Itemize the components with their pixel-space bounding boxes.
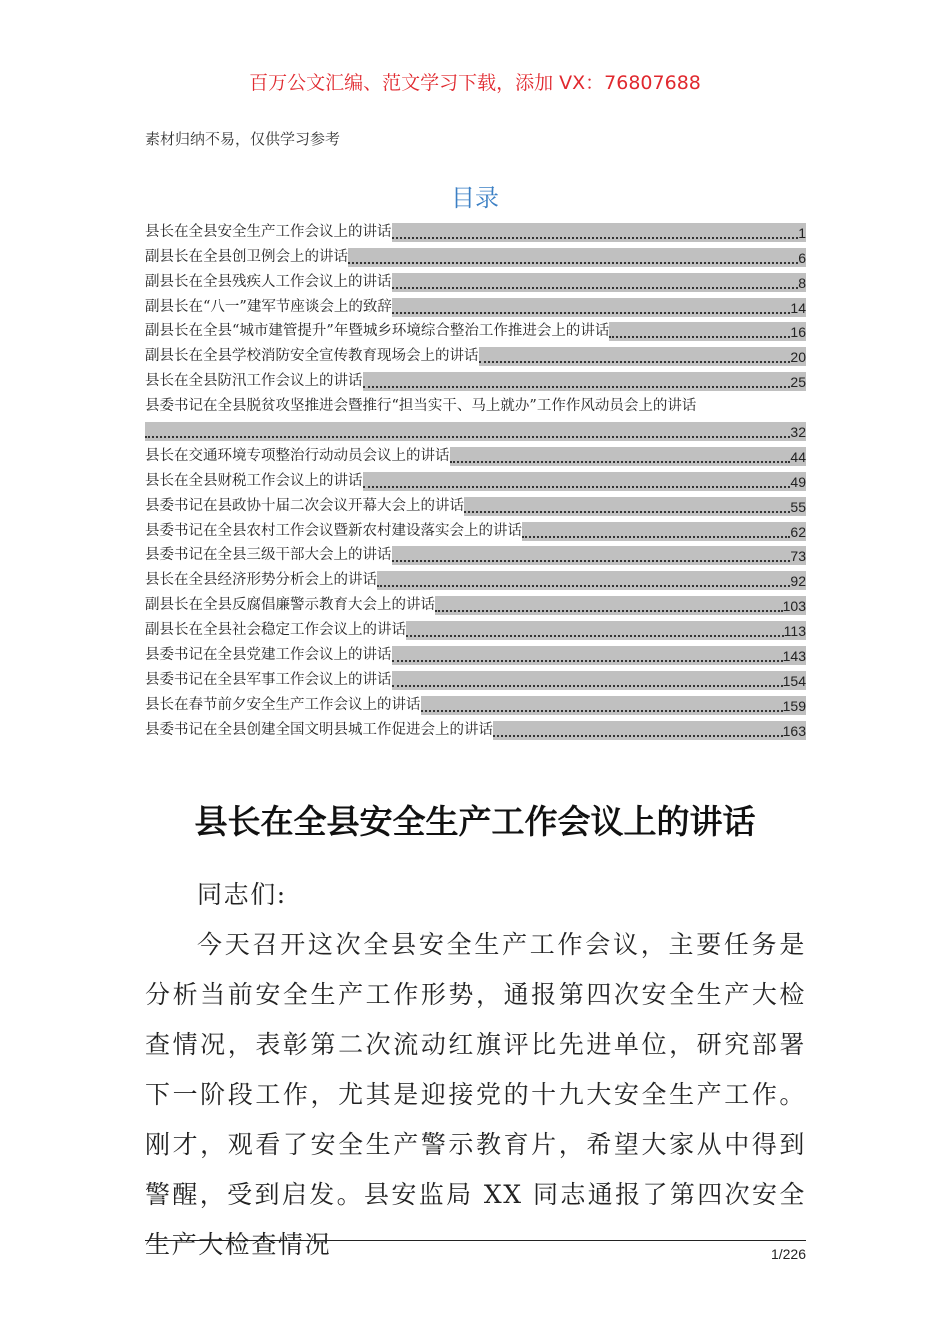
toc-entry-title: 县长在全县防汛工作会议上的讲话 (145, 373, 363, 390)
toc-dot-leader (392, 671, 783, 690)
article-title: 县长在全县安全生产工作会议上的讲话 (194, 802, 756, 841)
toc-entry[interactable] (145, 617, 806, 642)
toc-entry-title: 县委书记在全县脱贫攻坚推进会暨推行“担当实干、马上就办”工作作风动员会上的讲话 (145, 398, 697, 415)
toc-dot-leader (392, 223, 799, 242)
toc-entry-page: 154 (782, 672, 806, 689)
toc-dot-leader (377, 571, 790, 590)
toc-entry[interactable] (145, 269, 806, 294)
toc-dot-leader (609, 322, 790, 341)
toc-entry-page: 16 (790, 324, 806, 341)
banner: 百万公文汇编、范文学习下载，添加 VX：76807688 (249, 72, 701, 94)
toc-entry-page: 92 (790, 573, 806, 590)
page-number: 1/226 (770, 1246, 806, 1262)
toc-entry-title: 县委书记在县政协十届二次会议开幕大会上的讲话 (145, 497, 464, 514)
toc-dot-leader (363, 472, 791, 491)
toc-dot-leader (392, 646, 783, 665)
toc-entry-page: 49 (790, 473, 806, 490)
toc-dot-leader (406, 621, 784, 640)
toc-entry-title: 县委书记在全县三级干部大会上的讲话 (145, 547, 392, 564)
article-body (145, 870, 806, 1270)
toc-entry[interactable] (145, 692, 806, 717)
toc-entry[interactable] (145, 518, 806, 543)
toc-title: 目录 (451, 184, 499, 212)
footer-rule (145, 1240, 806, 1241)
toc-dot-leader (392, 273, 799, 292)
toc-entry-page: 1 (798, 224, 806, 241)
toc-entry-page: 14 (790, 299, 806, 316)
toc-entry-title: 县长在全县经济形势分析会上的讲话 (145, 572, 377, 589)
toc-entry[interactable] (145, 468, 806, 493)
toc-entry[interactable] (145, 244, 806, 269)
toc-entry-page: 103 (782, 598, 806, 615)
toc-entry-page: 32 (790, 424, 806, 441)
toc-entry[interactable] (145, 368, 806, 393)
toc-entry[interactable] (145, 343, 806, 368)
toc-entry-page: 6 (798, 249, 806, 266)
salutation: 同志们: (197, 880, 287, 909)
toc-entry[interactable] (145, 493, 806, 518)
toc-entry[interactable] (145, 717, 806, 742)
toc-entry[interactable] (145, 319, 806, 344)
toc-entry-title: 县委书记在全县军事工作会议上的讲话 (145, 671, 392, 688)
toc-entry-page: 73 (790, 548, 806, 565)
note: 素材归纳不易，仅供学习参考 (145, 130, 341, 148)
toc-entry-title: 县委书记在全县农村工作会议暨新农村建设落实会上的讲话 (145, 522, 522, 539)
toc-dot-leader (522, 522, 790, 541)
toc-entry[interactable] (145, 393, 806, 418)
toc-entry-title: 副县长在全县残疾人工作会议上的讲话 (145, 273, 392, 290)
toc-entry-page: 55 (790, 498, 806, 515)
toc-entry-title: 县长在全县财税工作会议上的讲话 (145, 472, 363, 489)
toc-entry-title: 副县长在全县学校消防安全宣传教育现场会上的讲话 (145, 348, 479, 365)
toc-dot-leader (421, 696, 783, 715)
toc-entry[interactable] (145, 443, 806, 468)
toc-dot-leader (145, 422, 790, 441)
toc-entry-title: 县长在春节前夕安全生产工作会议上的讲话 (145, 696, 421, 713)
toc-entry-page: 113 (783, 623, 806, 640)
toc-dot-leader (392, 298, 791, 317)
toc-entry-title: 副县长在“八一”建军节座谈会上的致辞 (145, 298, 392, 315)
toc-dot-leader (493, 721, 783, 740)
toc-entry-page: 143 (782, 648, 806, 665)
toc-entry-page: 159 (782, 697, 806, 714)
toc-entry-page: 163 (782, 722, 806, 739)
toc-entry-title: 县长在交通环境专项整治行动动员会议上的讲话 (145, 447, 450, 464)
table-of-contents (145, 219, 806, 742)
paragraph: 今天召开这次全县安全生产工作会议，主要任务是分析当前安全生产工作形势，通报第四次安全生产大检查情况，表彰第二次流动红旗评比先进单位，研究部署下一阶段工作，尤其是迎接党的十九大安全生产工作。刚才，观看了安全生产警示教育片，希望大家从中得到警醒，受到启发。县安监局 XX 同志通报了第四次安全生产大检查情况 (145, 930, 806, 1259)
toc-dot-leader (479, 347, 791, 366)
toc-entry-title: 县委书记在全县党建工作会议上的讲话 (145, 647, 392, 664)
toc-entry-title: 副县长在全县社会稳定工作会议上的讲话 (145, 622, 406, 639)
toc-entry-title: 县长在全县安全生产工作会议上的讲话 (145, 223, 392, 240)
toc-entry[interactable] (145, 543, 806, 568)
toc-dot-leader (450, 447, 791, 466)
toc-entry[interactable] (145, 294, 806, 319)
toc-entry[interactable] (145, 219, 806, 244)
toc-dot-leader (392, 546, 791, 565)
toc-entry[interactable] (145, 592, 806, 617)
toc-entry-title: 县委书记在全县创建全国文明县城工作促进会上的讲话 (145, 721, 493, 738)
toc-dot-leader (348, 248, 798, 267)
toc-entry-page: 44 (790, 448, 806, 465)
toc-entry-page: 8 (798, 274, 806, 291)
toc-entry-continuation[interactable] (145, 418, 806, 443)
toc-entry-page: 20 (790, 349, 806, 366)
toc-dot-leader (435, 596, 783, 615)
toc-entry-title: 副县长在全县反腐倡廉警示教育大会上的讲话 (145, 597, 435, 614)
toc-dot-leader (464, 497, 790, 516)
toc-entry[interactable] (145, 642, 806, 667)
toc-dot-leader (363, 372, 791, 391)
toc-entry[interactable] (145, 567, 806, 592)
toc-entry-title: 副县长在全县“城市建管提升”年暨城乡环境综合整治工作推进会上的讲话 (145, 323, 610, 340)
toc-entry-title: 副县长在全县创卫例会上的讲话 (145, 248, 348, 265)
toc-entry[interactable] (145, 667, 806, 692)
toc-entry-page: 62 (790, 523, 806, 540)
toc-entry-page: 25 (790, 374, 806, 391)
